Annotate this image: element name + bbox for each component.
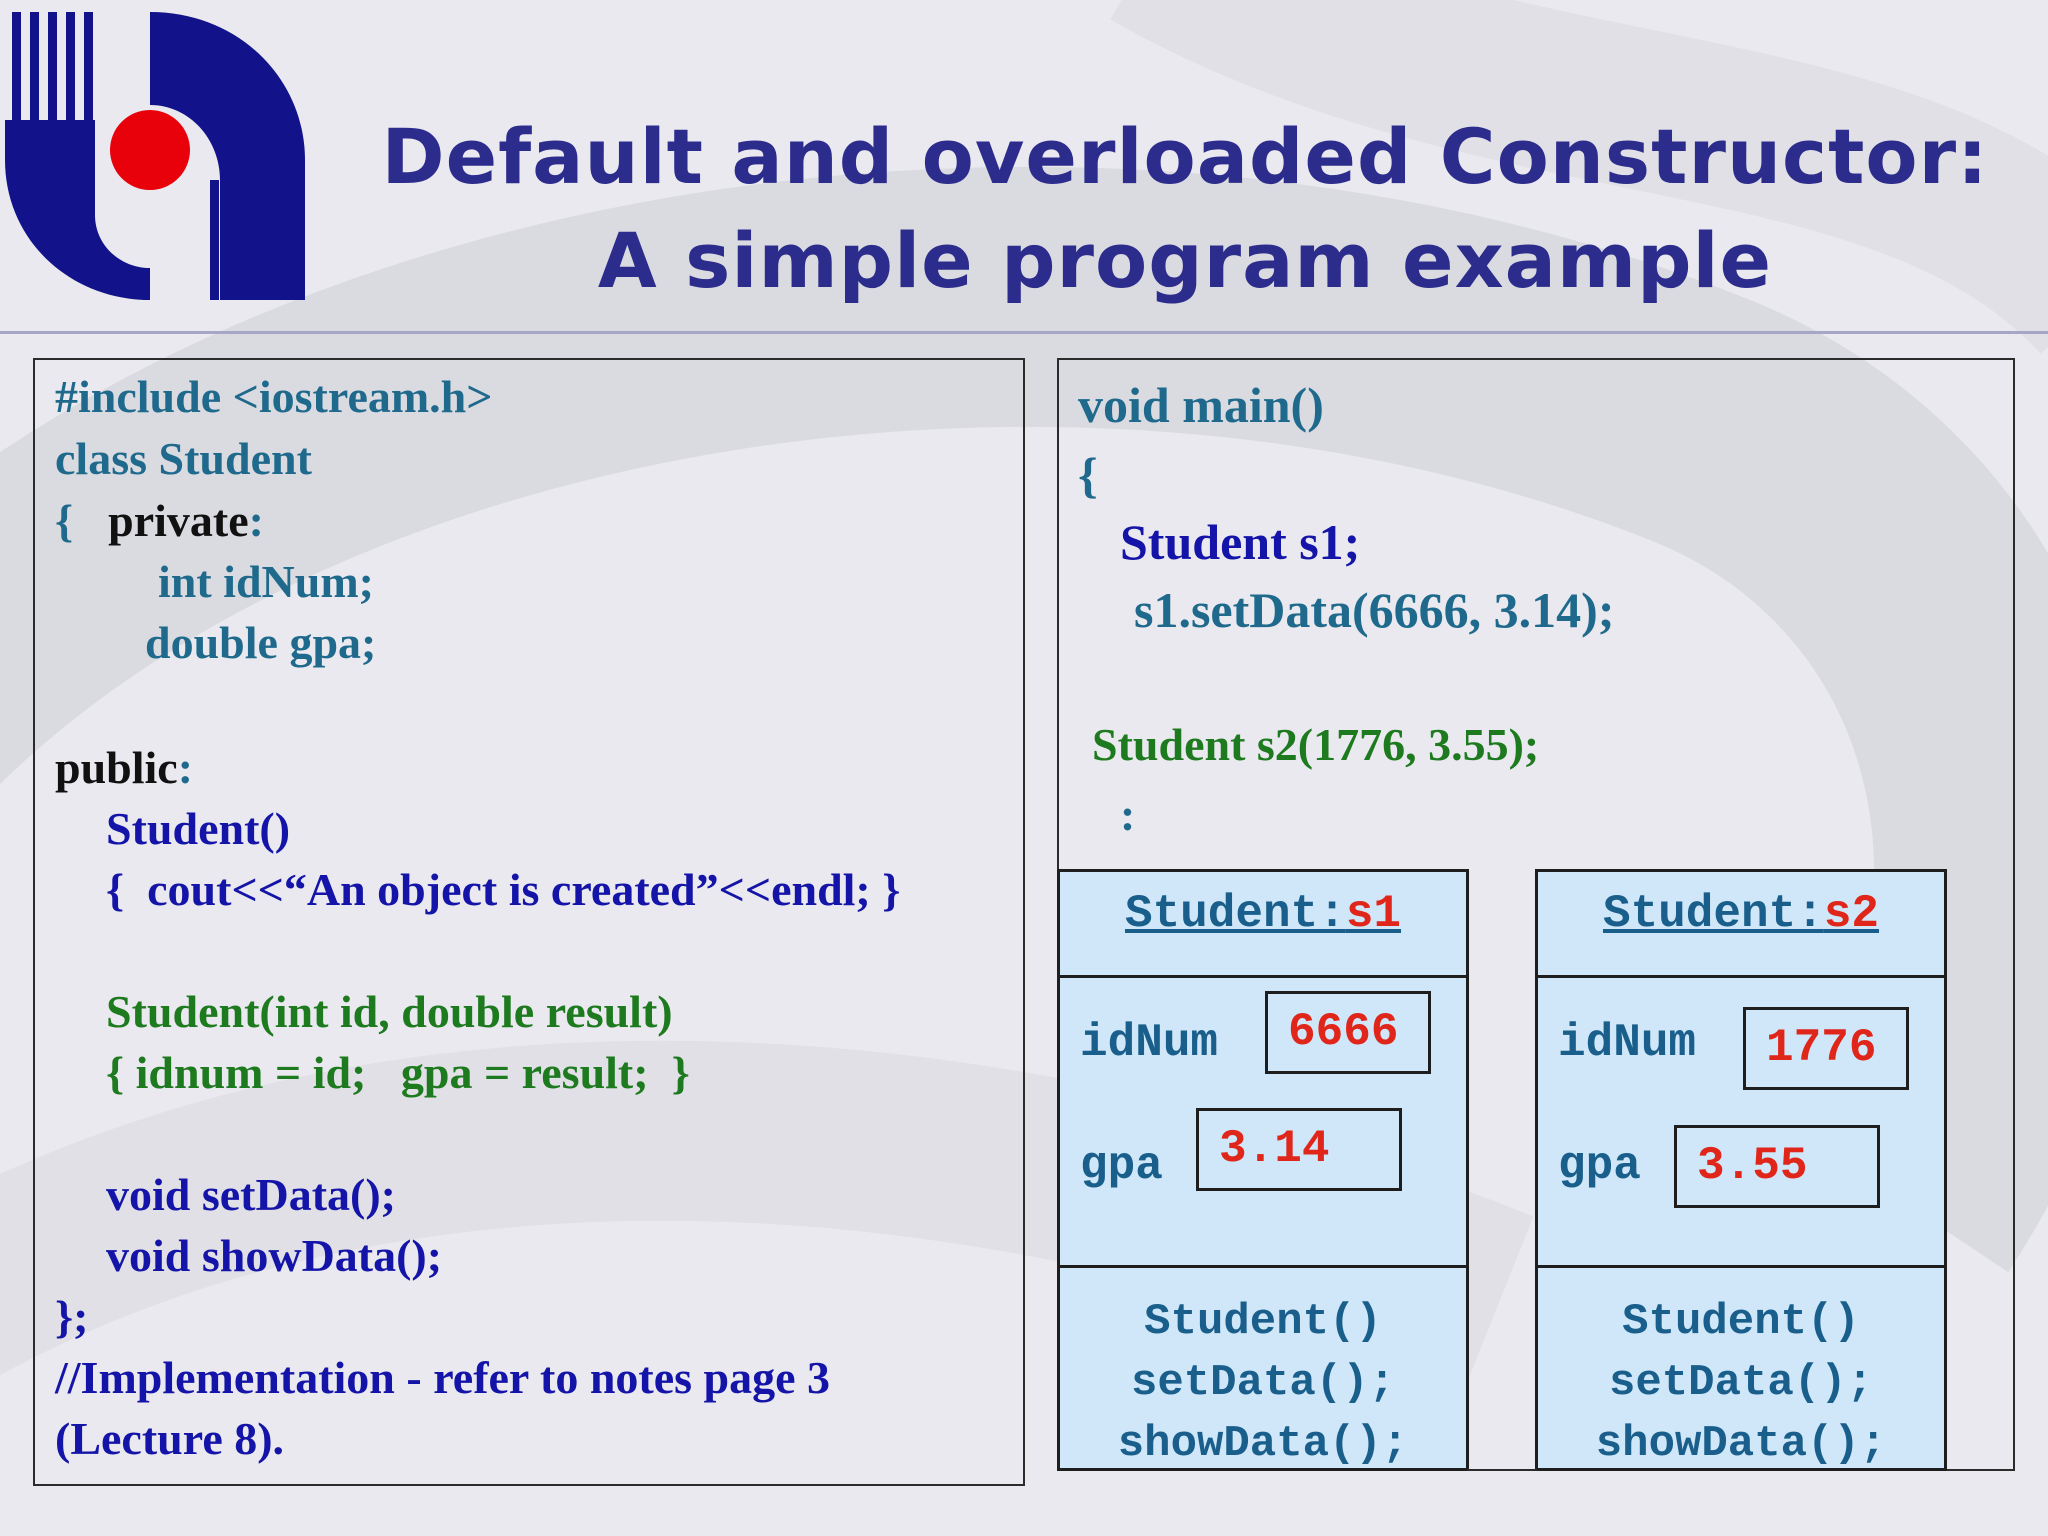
uml-s2-header	[1538, 872, 1944, 978]
uml-object-s2	[1535, 869, 1947, 1471]
uml-s1-class: Student:	[1124, 888, 1346, 940]
code-private-keyword: private	[108, 495, 249, 546]
code-comment-line-2: (Lecture 8).	[55, 1413, 285, 1464]
uml-s2-idnum-box	[1743, 1007, 1909, 1090]
code-class-close: };	[55, 1291, 89, 1342]
code-public-keyword: public	[55, 742, 178, 793]
uml-s1-gpa-box	[1196, 1108, 1402, 1191]
uml-object-s1	[1057, 869, 1469, 1471]
uml-s1-title	[1060, 888, 1466, 940]
code-include: #include <iostream.h>	[55, 371, 493, 422]
code-idnum-field: int idNum;	[158, 556, 374, 607]
uml-s1-idnum-label: idNum	[1080, 1017, 1219, 1069]
code-main-open-brace: {	[1078, 447, 1098, 503]
uml-s2-idnum-value: 1776	[1766, 1022, 1877, 1074]
uml-s2-idnum-label: idNum	[1558, 1017, 1697, 1069]
uml-s2-gpa-value: 3.55	[1697, 1140, 1808, 1192]
uml-s1-operations	[1060, 1292, 1466, 1475]
code-showdata-decl: void showData();	[106, 1230, 443, 1281]
code-default-constructor: Student()	[106, 803, 291, 854]
code-default-constructor-body: { cout<<“An object is created”<<endl; }	[106, 864, 901, 915]
title-divider	[0, 331, 2048, 334]
code-overloaded-constructor-body: { idnum = id; gpa = result; }	[106, 1047, 690, 1098]
uml-s1-idnum-value: 6666	[1288, 1006, 1399, 1058]
uml-s2-class: Student:	[1602, 888, 1824, 940]
uml-s2-op-constructor: Student()	[1622, 1297, 1860, 1347]
uml-s1-op-showdata: showData();	[1117, 1419, 1409, 1469]
uml-s1-gpa-value: 3.14	[1219, 1123, 1330, 1175]
code-comment-line-1: //Implementation - refer to notes page 3	[55, 1352, 831, 1403]
code-ellipsis: :	[1120, 789, 1136, 840]
university-logo	[0, 0, 320, 315]
code-main-signature: void main()	[1078, 377, 1324, 433]
slide-title	[360, 105, 2010, 313]
code-private	[55, 496, 264, 547]
code-class-decl: class Student	[55, 433, 312, 484]
uml-s1-idnum-box	[1265, 991, 1431, 1074]
uml-s1-attributes	[1060, 975, 1466, 1268]
uml-s2-gpa-box	[1674, 1125, 1880, 1208]
uml-s1-gpa-label: gpa	[1080, 1140, 1163, 1192]
logo-red-dot	[110, 110, 190, 190]
uml-s2-name: s2	[1823, 888, 1880, 940]
uml-s1-name: s1	[1345, 888, 1402, 940]
code-open-brace: {	[55, 495, 74, 546]
code-gpa-field: double gpa;	[145, 617, 377, 668]
uml-s2-gpa-label: gpa	[1558, 1140, 1641, 1192]
uml-s2-op-setdata: setData();	[1608, 1358, 1874, 1408]
title-line-1: Default and overloaded Constructor:	[381, 112, 1989, 201]
code-public	[55, 743, 193, 794]
object-connector-line	[1467, 1469, 1537, 1471]
code-student-s2: Student s2(1776, 3.55);	[1092, 719, 1540, 770]
code-s1-setdata: s1.setData(6666, 3.14);	[1134, 582, 1615, 638]
uml-s2-title	[1538, 888, 1944, 940]
uml-s1-op-setdata: setData();	[1130, 1358, 1396, 1408]
uml-s2-op-showdata: showData();	[1595, 1419, 1887, 1469]
uml-s2-attributes	[1538, 975, 1944, 1268]
code-private-colon: :	[248, 495, 264, 546]
code-setdata-decl: void setData();	[106, 1169, 396, 1220]
uml-s1-header	[1060, 872, 1466, 978]
code-student-s1: Student s1;	[1120, 514, 1361, 570]
title-line-2: A simple program example	[597, 216, 1773, 305]
code-overloaded-constructor: Student(int id, double result)	[106, 986, 673, 1037]
code-public-colon: :	[177, 742, 194, 793]
uml-s1-op-constructor: Student()	[1144, 1297, 1382, 1347]
uml-s2-operations	[1538, 1292, 1944, 1475]
